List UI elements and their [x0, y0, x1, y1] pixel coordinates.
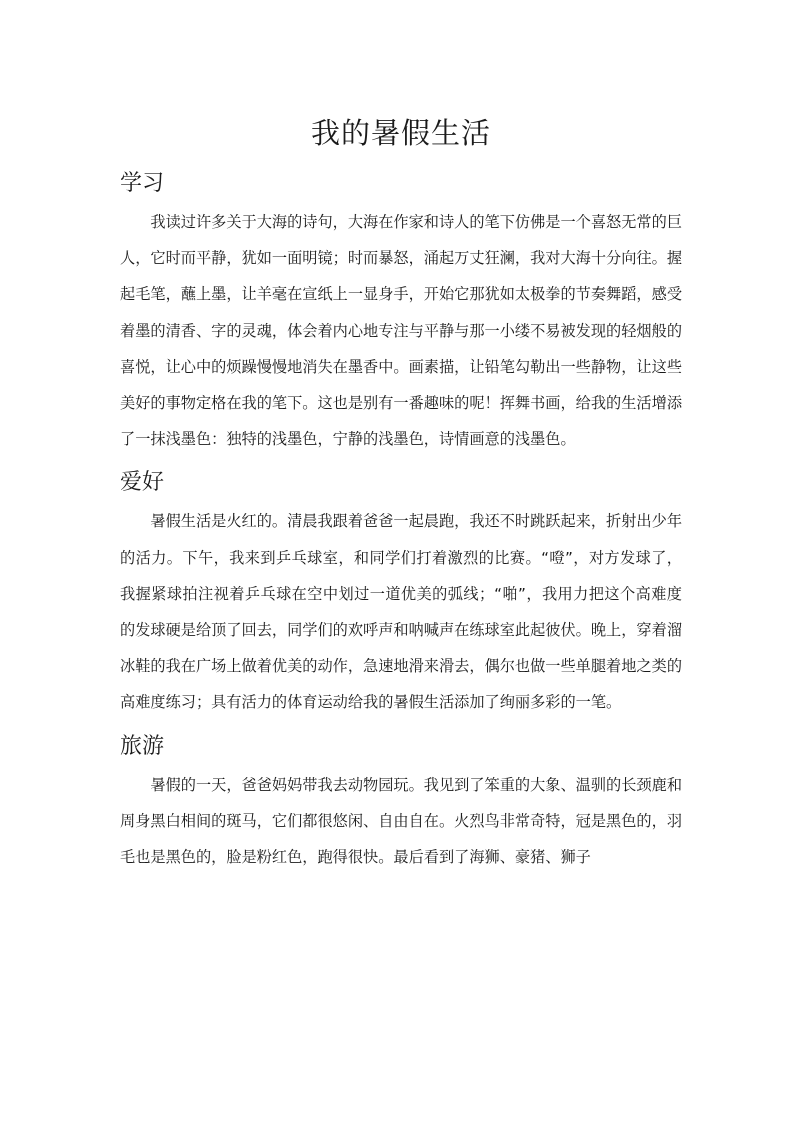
- paragraph-study: 我读过许多关于大海的诗句，大海在作家和诗人的笔下仿佛是一个喜怒无常的巨人，它时而平静，犹如一面明镜；时而暴怒，涌起万丈狂澜，我对大海十分向往。握起毛笔，蘸上墨，让羊毫在宣纸上一显身手，开始它那犹如太极拳的节奏舞蹈，感受着墨的清香、字的灵魂，体会着内心地专注与平静与那一小缕不易被发现的轻烟般的喜悦，让心中的烦躁慢慢地消失在墨香中。画素描，让铅笔勾勒出一些静物，让这些美好的事物定格在我的笔下。这也是别有一番趣味的呢！挥舞书画，给我的生活增添了一抹浅墨色：独特的浅墨色，宁静的浅墨色，诗情画意的浅墨色。: [120, 213, 682, 449]
- section-heading-travel: 旅游: [120, 733, 165, 759]
- paragraph-hobby: 暑假生活是火红的。清晨我跟着爸爸一起晨跑，我还不时跳跃起来，折射出少年的活力。下午，我来到乒乓球室，和同学们打着激烈的比赛。“噔”，对方发球了，我握紧球拍注视着乒乓球在空中划过一道优美的弧线；“啪”，我用力把这个高难度的发球硬是给顶了回去，同学们的欢呼声和呐喊声在练球室此起彼伏。晚上，穿着溜冰鞋的我在广场上做着优美的动作，急速地滑来滑去，偶尔也做一些单腿着地之类的高难度练习；具有活力的体育运动给我的暑假生活添加了绚丽多彩的一笔。: [120, 512, 682, 712]
- section-heading-study: 学习: [120, 171, 165, 196]
- section-study: [120, 164, 682, 457]
- paragraph-travel: 暑假的一天，爸爸妈妈带我去动物园玩。我见到了笨重的大象、温驯的长颈鹿和周身黑白相间的斑马，它们都很悠闲、自由自在。火烈鸟非常奇特，冠是黑色的，羽毛也是黑色的，脸是粉红色，跑得很快。最后看到了海狮、豪猪、狮子: [120, 775, 682, 867]
- section-hobby: [120, 463, 682, 720]
- section-heading-hobby: 爱好: [120, 470, 165, 496]
- page-title: 我的暑假生活: [310, 116, 491, 150]
- section-travel: [120, 727, 682, 876]
